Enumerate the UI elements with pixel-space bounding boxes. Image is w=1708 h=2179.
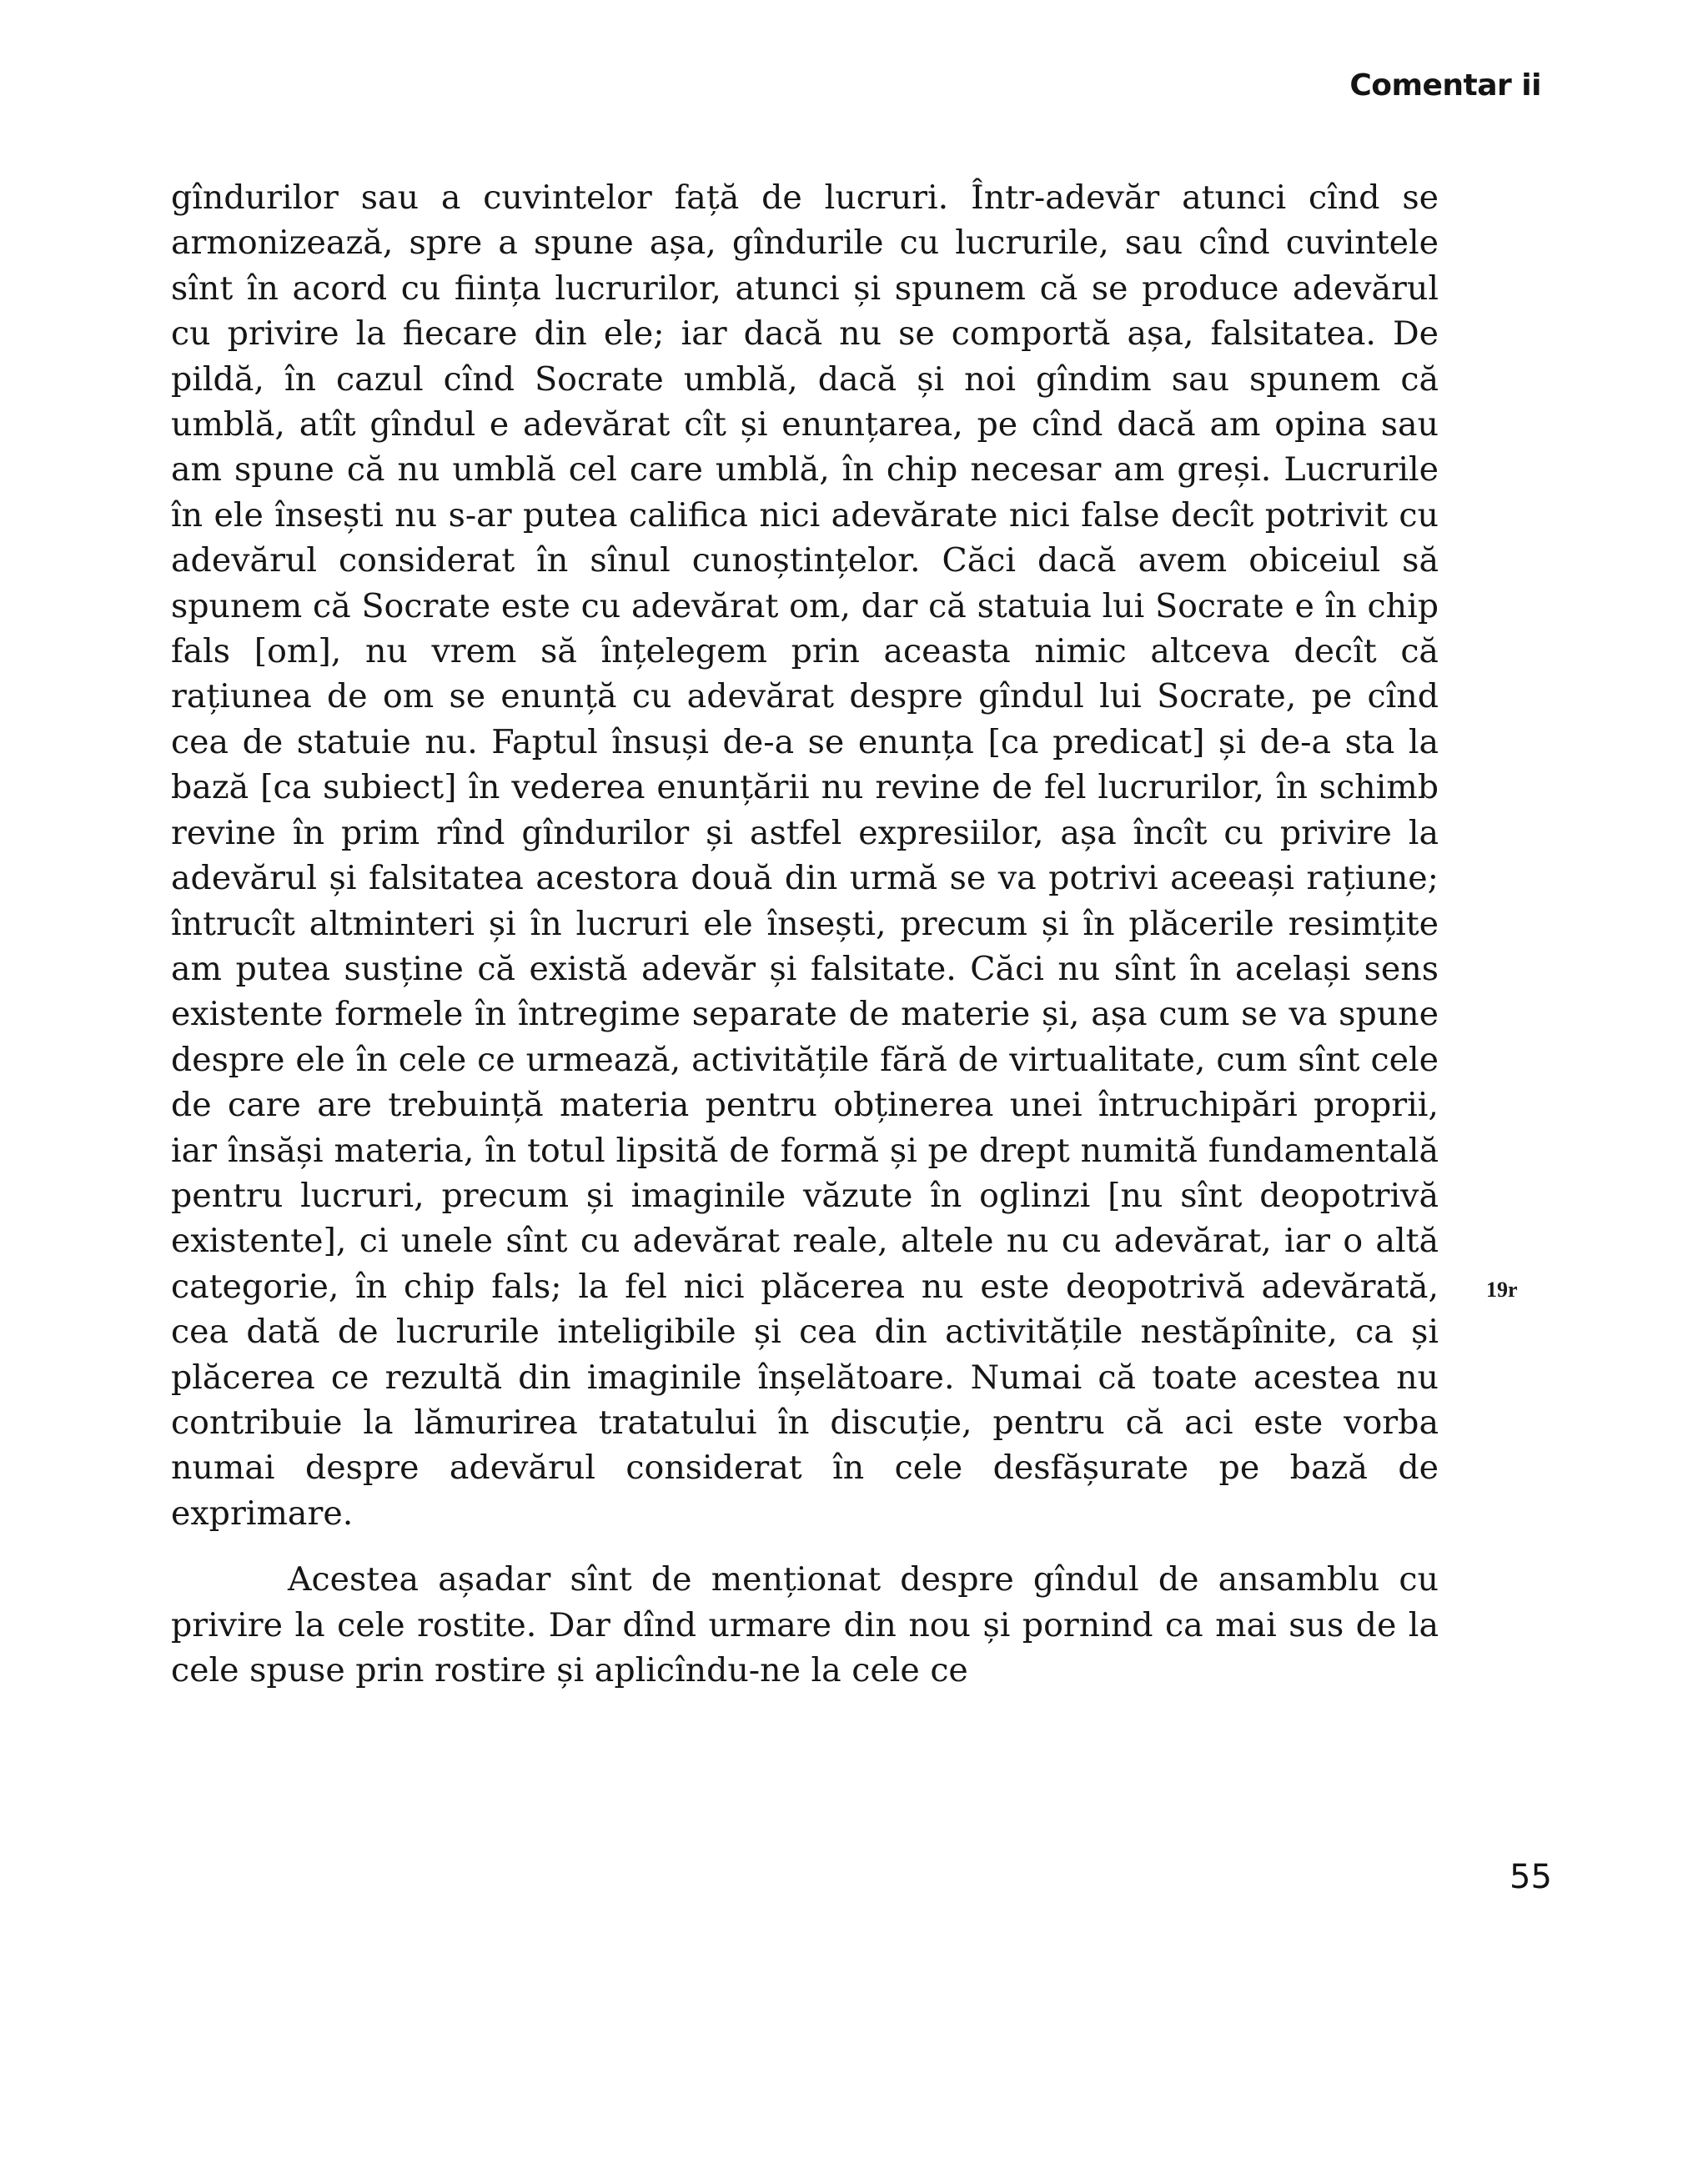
page-number: 55: [1510, 1858, 1552, 1896]
margin-folio-reference: 19r: [1486, 1278, 1518, 1302]
running-header: Comentar ii: [1349, 68, 1541, 103]
main-text: [171, 175, 1439, 1693]
paragraph-1: gîndurilor sau a cuvintelor față de lucruri. Într-adevăr atunci cînd se armonizează, spre a spune așa, gîndurile cu lucrurile, sau cînd cuvintele sînt în acord cu ființa lucrurilor, atunci și spunem că se produce adevărul cu privire la fiecare din ele; iar dacă nu se comportă așa, falsitatea. De pildă, în cazul cînd Socrate umblă, dacă și noi gîndim sau spunem că umblă, atît gîndul e adevărat cît și enunțarea, pe cînd dacă am opina sau am spune că nu umblă cel care umblă, în chip necesar am greși. Lucrurile în ele însești nu s-ar putea califica nici adevărate nici false decît potrivit cu adevărul considerat în sînul cunoștințelor. Căci dacă avem obiceiul să spunem că Socrate este cu adevărat om, dar că statuia lui Socrate e în chip fals [om], nu vrem să înțelegem prin aceasta nimic altceva decît că rațiunea de om se enunță cu adevărat despre gîndul lui Socrate, pe cînd cea de statuie nu. Faptul însuși de-a se enunța [ca predicat] și de-a sta la bază [ca subiect] în vederea enunțării nu revine de fel lucrurilor, în schimb revine în prim rînd gîndurilor și astfel expresiilor, așa încît cu privire la adevărul și falsitatea acestora două din urmă se va potrivi aceeași rațiune; întrucît altminteri și în lucruri ele însești, precum și în plăcerile resimțite am putea susține că există adevăr și falsitate. Căci nu sînt în același sens existente formele în întregime separate de materie și, așa cum se va spune despre ele în cele ce urmează, activitățile fără de virtualitate, cum sînt cele de care are trebuință materia pentru obținerea unei întruchipări proprii, iar însăși materia, în totul lipsită de formă și pe drept numită fundamentală pentru lucruri, precum și imaginile văzute în oglinzi [nu sînt deopotrivă existente], ci unele sînt cu adevărat reale, altele nu cu adevărat, iar o altă categorie, în chip fals; la fel nici plăcerea nu este deopotrivă adevărată, cea dată de lucrurile inteligibile și cea din activitățile nestăpînite, ca și plăcerea ce rezultă din imaginile înșelătoare. Numai că toate acestea nu contribuie la lămurirea tratatului în discuție, pentru că aci este vorba numai despre adevărul considerat în cele desfășurate pe bază de exprimare.: [171, 178, 1439, 1533]
paragraph-2: Acestea așadar sînt de menționat despre gîndul de ansamblu cu privire la cele rostite. Dar dînd urmare din nou și pornind ca mai sus de la cele spuse prin rostire și aplicîndu-ne la cele ce: [171, 1560, 1439, 1689]
